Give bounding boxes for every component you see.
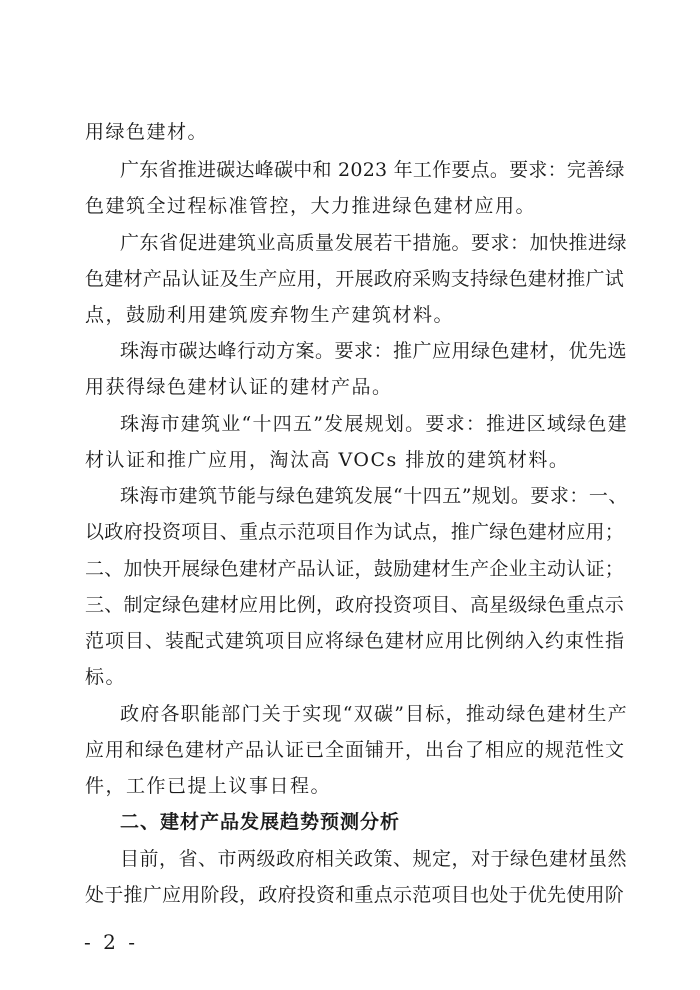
text-line-18: 应用和绿色建材产品认证已全面铺开，出台了相应的规范性文 (85, 739, 626, 761)
text-line-1: 用绿色建材。 (85, 121, 209, 143)
text-line-13: 二、加快开展绿色建材产品认证，鼓励建材生产企业主动认证； (85, 558, 625, 580)
text-line-3: 色建筑全过程标准管控，大力推进绿色建材应用。 (85, 195, 537, 217)
page-number: - 2 - (84, 930, 138, 954)
text-line-16: 标。 (85, 666, 127, 688)
text-line-12: 以政府投资项目、重点示范项目作为试点，推广绿色建材应用； (85, 521, 625, 543)
text-line-21: 目前，省、市两级政府相关政策、规定，对于绿色建材虽然 (120, 848, 628, 870)
text-line-10: 材认证和推广应用，淘汰高 VOCs 排放的建筑材料。 (85, 449, 570, 471)
text-line-7: 珠海市碳达峰行动方案。要求：推广应用绿色建材，优先选 (120, 340, 628, 362)
text-line-11: 珠海市建筑节能与绿色建筑发展“十四五”规划。要求：一、 (120, 485, 628, 507)
text-line-14: 三、制定绿色建材应用比例，政府投资项目、高星级绿色重点示 (85, 594, 625, 616)
section-heading: 二、建材产品发展趋势预测分析 (120, 811, 401, 833)
text-line-19: 件，工作已提上议事日程。 (85, 775, 332, 797)
text-line-5: 色建材产品认证及生产应用，开展政府采购支持绿色建材推广试 (85, 268, 625, 290)
text-line-17: 政府各职能部门关于实现“双碳”目标，推动绿色建材生产 (120, 703, 628, 725)
text-line-6: 点，鼓励利用建筑废弃物生产建筑材料。 (85, 304, 455, 326)
text-line-8: 用获得绿色建材认证的建材产品。 (85, 376, 393, 398)
text-line-2: 广东省推进碳达峰碳中和 2023 年工作要点。要求：完善绿 (120, 159, 625, 181)
text-line-4: 广东省促进建筑业高质量发展若干措施。要求：加快推进绿 (120, 232, 628, 254)
text-line-22: 处于推广应用阶段，政府投资和重点示范项目也处于优先使用阶 (85, 884, 625, 906)
text-line-15: 范项目、装配式建筑项目应将绿色建材应用比例纳入约束性指 (85, 630, 626, 652)
text-line-9: 珠海市建筑业“十四五”发展规划。要求：推进区域绿色建 (120, 413, 628, 435)
